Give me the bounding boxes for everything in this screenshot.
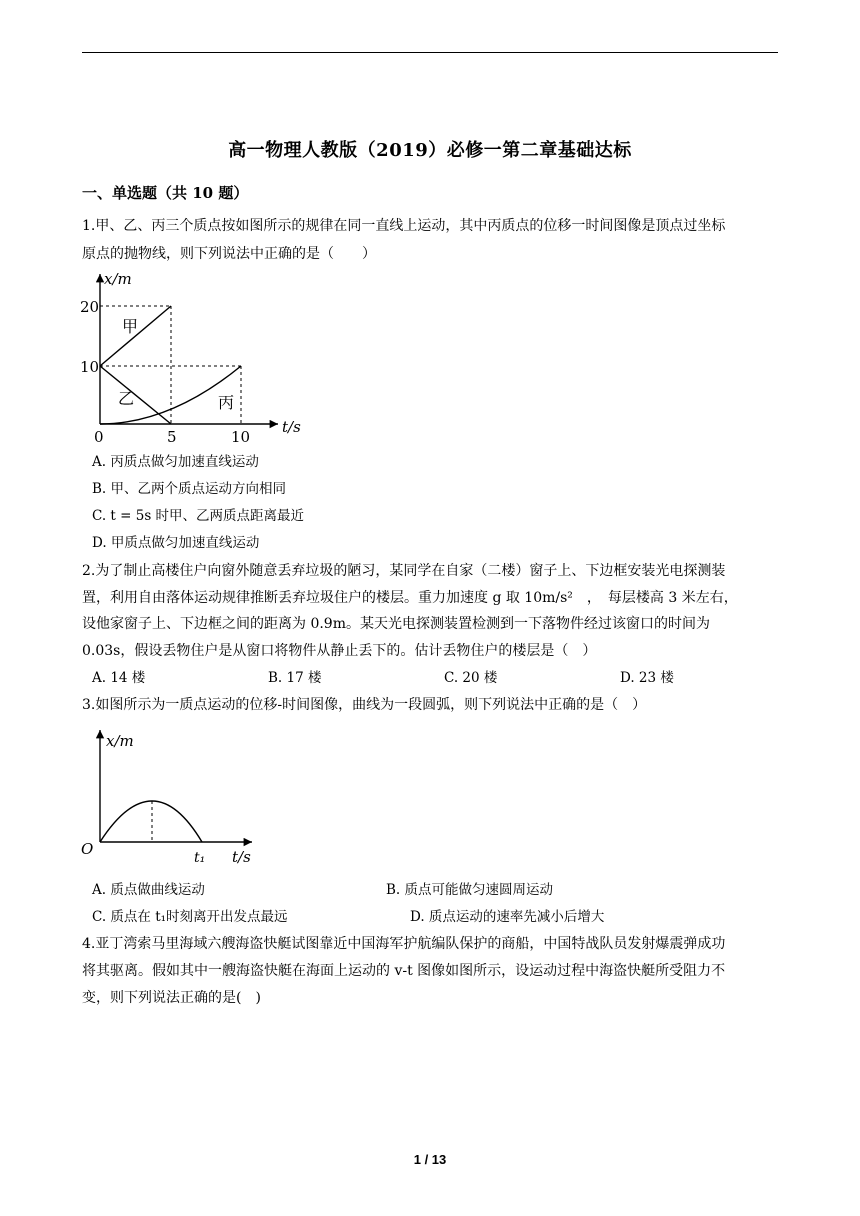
q3-x-axis-label: t/s <box>232 848 251 866</box>
q3-t1-label: t₁ <box>194 850 206 866</box>
q1-stem-line2: 原点的抛物线，则下列说法中正确的是（ ） <box>82 246 376 262</box>
q2-option-c[interactable]: C. 20 楼 <box>444 670 498 686</box>
q1-x-tick-10: 10 <box>231 428 251 446</box>
q3-origin-label: O <box>81 840 94 858</box>
q4-stem-line2: 将其驱离。假如其中一艘海盗快艇在海面上运动的 v-t 图像如图所示，设运动过程中海盗快艇所受阻力不 <box>82 963 726 979</box>
q3-xt-graph <box>78 724 278 874</box>
q1-option-c[interactable]: C. t = 5s 时甲、乙两质点距离最近 <box>92 508 305 524</box>
q3-option-c[interactable]: C. 质点在 t₁时刻离开出发点最远 <box>92 909 288 925</box>
q3-option-d[interactable]: D. 质点运动的速率先减小后增大 <box>410 909 605 925</box>
page-title: 高一物理人教版（2019）必修一第二章基础达标 <box>228 140 632 161</box>
q2-option-a[interactable]: A. 14 楼 <box>92 670 146 686</box>
q2-stem-line1: 2.为了制止高楼住户向窗外随意丢弃垃圾的陋习，某同学在自家（二楼）窗子上、下边框安装光电探测装 <box>82 563 726 579</box>
q2-stem-line3: 设他家窗子上、下边框之间的距离为 0.9m。某天光电探测装置检测到一下落物件经过该窗口的时间为 <box>82 616 710 632</box>
q1-curve-label-bing: 丙 <box>218 393 235 412</box>
q1-curve-label-jia: 甲 <box>122 317 139 336</box>
q1-curve-label-yi: 乙 <box>118 389 135 408</box>
q2-stem-line2: 置，利用自由落体运动规律推断丢弃垃圾住户的楼层。重力加速度 g 取 10m/s² ， 每层楼高 3 米左右， <box>82 590 738 606</box>
q4-stem-line1: 4.亚丁湾索马里海域六艘海盗快艇试图靠近中国海军护航编队保护的商船，中国特战队员发射爆震弹成功 <box>82 936 726 952</box>
q1-option-a[interactable]: A. 丙质点做匀加速直线运动 <box>92 454 259 470</box>
q2-stem-line4: 0.03s，假设丢物住户是从窗口将物件从静止丢下的。估计丢物住户的楼层是（ ） <box>82 643 597 659</box>
q1-option-d[interactable]: D. 甲质点做匀加速直线运动 <box>92 535 260 551</box>
q1-stem-line1: 1.甲、乙、丙三个质点按如图所示的规律在同一直线上运动，其中丙质点的位移一时间图像是顶点过坐标 <box>82 218 726 234</box>
q1-option-b[interactable]: B. 甲、乙两个质点运动方向相同 <box>92 481 287 497</box>
q3-y-axis-label: x/m <box>106 732 134 750</box>
q3-stem-line1: 3.如图所示为一质点运动的位移-时间图像，曲线为一段圆弧，则下列说法中正确的是（ ） <box>82 697 647 713</box>
q1-origin-tick: 0 <box>94 428 104 446</box>
q1-x-axis-label: t/s <box>282 418 301 436</box>
q1-y-tick-10: 10 <box>80 358 100 376</box>
q1-x-tick-5: 5 <box>167 428 177 446</box>
q1-y-axis-label: x/m <box>104 270 132 288</box>
q3-option-b[interactable]: B. 质点可能做匀速圆周运动 <box>386 882 554 898</box>
q1-xt-graph <box>78 266 308 452</box>
header-rule <box>82 52 778 53</box>
page-number: 1 / 13 <box>413 1152 447 1167</box>
q3-option-a[interactable]: A. 质点做曲线运动 <box>92 882 205 898</box>
q4-stem-line3: 变，则下列说法正确的是( ) <box>82 990 261 1006</box>
q2-option-d[interactable]: D. 23 楼 <box>620 670 674 686</box>
q2-option-b[interactable]: B. 17 楼 <box>268 670 322 686</box>
q1-y-tick-20: 20 <box>80 298 100 316</box>
section-heading: 一、单选题（共 10 题） <box>82 184 249 202</box>
